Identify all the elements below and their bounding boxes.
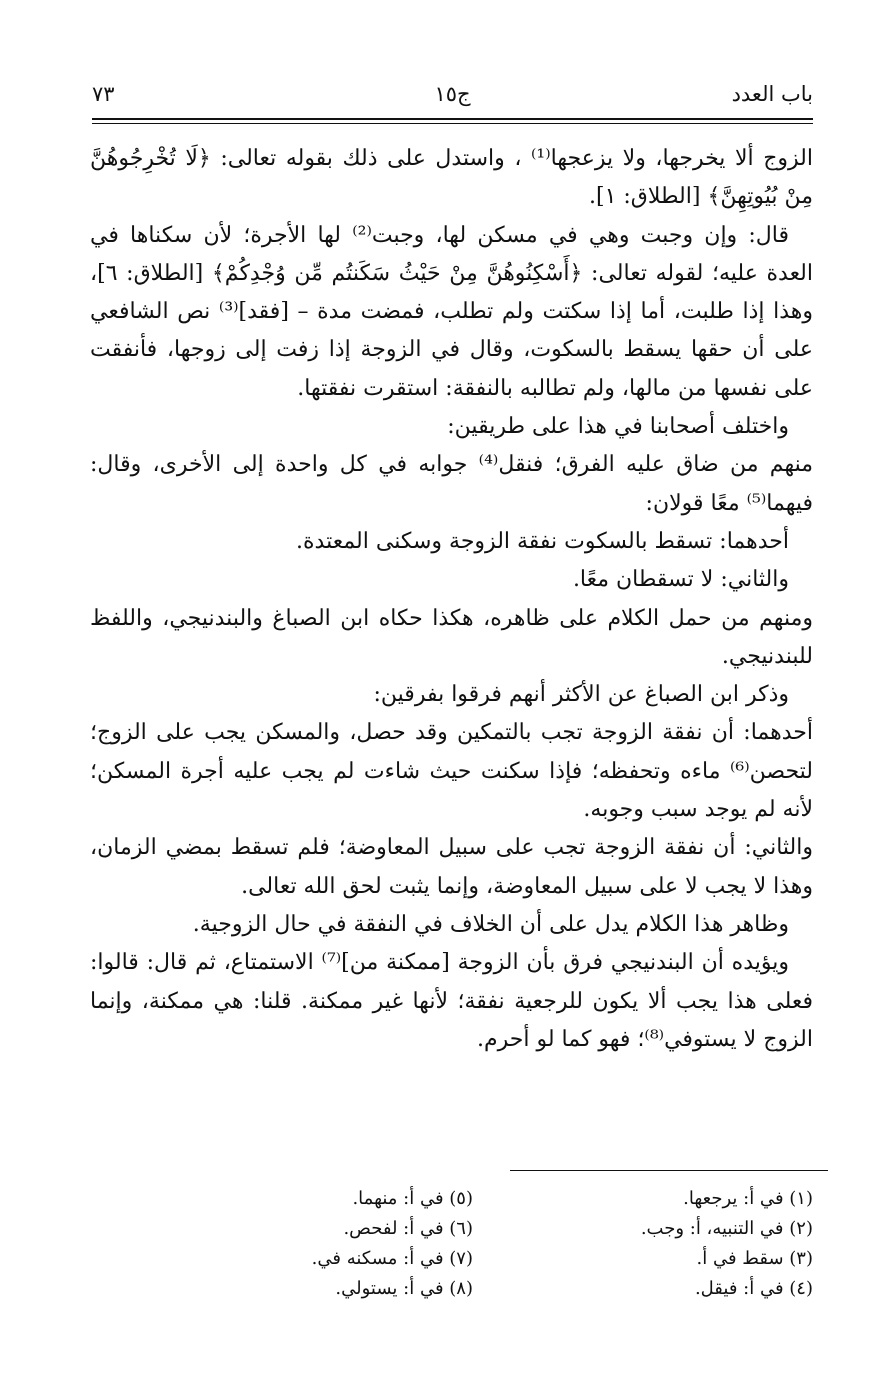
paragraph: والثاني: لا تسقطان معًا.: [572, 567, 789, 593]
footnote-column-left: [173, 1184, 473, 1304]
footnote: (٥) في أ: منهما.: [352, 1188, 473, 1209]
footnote: (٧) في أ: مسكنه في.: [311, 1248, 473, 1269]
paragraph: منهم من ضاق عليه الفرق؛ فنقل⁽⁴⁾ جوابه في كل واحدة إلى الأخرى، وقال: فيهما⁽⁵⁾ معًا قولان:: [90, 452, 814, 516]
main-text: [90, 140, 813, 1059]
paragraph: ومنهم من حمل الكلام على ظاهره، هكذا حكاه ابن الصباغ والبندنيجي، واللفظ للبندنيجي.: [90, 605, 813, 669]
footnote-separator: [510, 1170, 828, 1171]
paragraph: الزوج ألا يخرجها، ولا يزعجها⁽¹⁾ ، واستدل على ذلك بقوله تعالى: ﴿لَا تُخْرِجُوهُنَّ مِنْ بُيُوتِهِنَّ﴾ [الطلاق: ١].: [90, 146, 813, 210]
footnote: (١) في أ: يرجعها.: [683, 1188, 813, 1209]
paragraph: والثاني: أن نفقة الزوجة تجب على سبيل المعاوضة؛ فلم تسقط بمضي الزمان، وهذا لا يجب لا على سبيل المعاوضة، وإنما يثبت لحق الله تعالى.: [90, 835, 813, 899]
footnote: (٦) في أ: لفحص.: [343, 1218, 473, 1239]
running-header: [92, 82, 813, 114]
paragraph: وظاهر هذا الكلام يدل على أن الخلاف في النفقة في حال الزوجية.: [192, 911, 789, 937]
footnote-column-right: [513, 1184, 813, 1304]
paragraph: ويؤيده أن البندنيجي فرق بأن الزوجة [ممكنة من]⁽⁷⁾ الاستمتاع، ثم قال: قالوا: فعلى هذا يجب ألا يكون للرجعية نفقة؛ لأنها غير ممكنة. قلنا: هي ممكنة، وإنما الزوج لا يستوفي⁽⁸⁾؛ فهو كما لو أحرم.: [90, 950, 814, 1052]
footnote: (٣) سقط في أ.: [696, 1248, 813, 1269]
chapter-title: باب العدد: [731, 82, 813, 106]
footnote: (٢) في التنبيه، أ: وجب.: [640, 1218, 813, 1239]
footnote: (٨) في أ: يستولي.: [335, 1278, 473, 1299]
paragraph: قال: وإن وجبت وهي في مسكن لها، وجبت⁽²⁾ لها الأجرة؛ لأن سكناها في العدة عليه؛ لقوله تعالى: ﴿أَسْكِنُوهُنَّ مِنْ حَيْثُ سَكَنتُم مِّن وُجْدِكُمْ﴾ [الطلاق: ٦]، وهذا إذا طلبت، أما إذا سكتت ولم تطلب، فمضت مدة – [فقد]⁽³⁾ نص الشافعي على أن حقها يسقط بالسكوت، وقال في الزوجة إذا زفت إلى زوجها، فأنفقت على نفسها من مالها، ولم تطالبه بالنفقة: استقرت نفقتها.: [90, 222, 813, 401]
header-rule-thin: [92, 123, 813, 124]
footnote: (٤) في أ: فيقل.: [694, 1278, 813, 1299]
page-number: ٧٣: [92, 82, 115, 106]
volume-number: ج١٥: [434, 82, 471, 106]
paragraph: وذكر ابن الصباغ عن الأكثر أنهم فرقوا بفرقين:: [373, 682, 789, 708]
paragraph: أحدهما: أن نفقة الزوجة تجب بالتمكين وقد حصل، والمسكن يجب على الزوج؛ لتحصن⁽⁶⁾ ماءه وتحفظه؛ فإذا سكنت حيث شاءت لم يجب عليه أجرة المسكن؛ لأنه لم يوجد سبب وجوبه.: [90, 720, 814, 823]
paragraph: أحدهما: تسقط بالسكوت نفقة الزوجة وسكنى المعتدة.: [296, 528, 789, 554]
header-rule-thick: [92, 118, 813, 120]
paragraph: واختلف أصحابنا في هذا على طريقين:: [447, 414, 789, 440]
footnotes: [150, 1184, 813, 1304]
